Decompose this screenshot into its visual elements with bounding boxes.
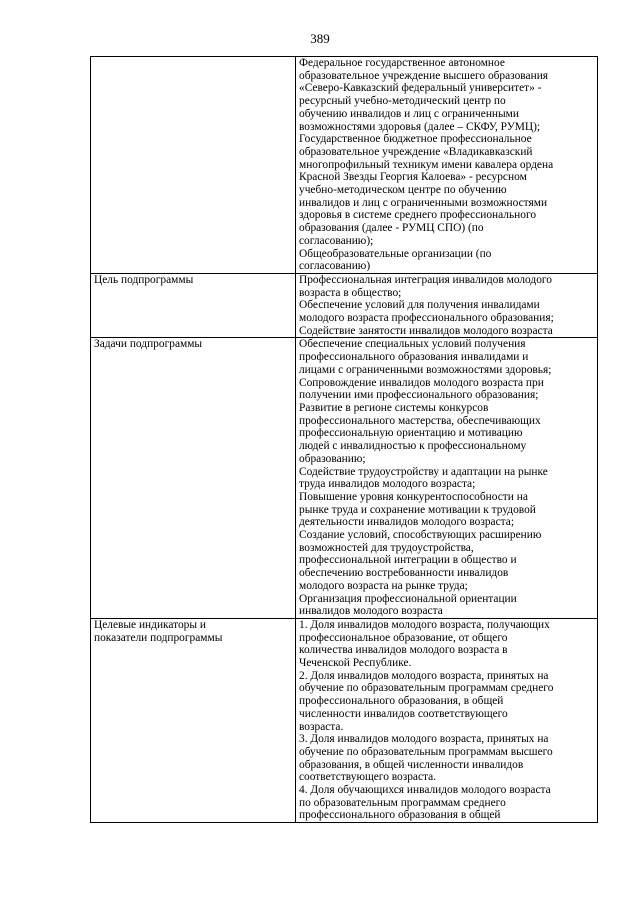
row-value-line: численности инвалидов соответствующего	[299, 707, 508, 720]
row-value-line: возраста.	[299, 720, 344, 733]
row-value	[296, 273, 598, 338]
row-value-line: обучение по образовательным программам среднего	[299, 682, 554, 695]
row-value-line: количества инвалидов молодого возраста в	[299, 644, 508, 657]
row-value	[296, 618, 598, 822]
row-value-line: обучение по образовательным программам высшего	[299, 745, 553, 758]
row-value-line: согласованию);	[299, 234, 374, 247]
row-value	[296, 338, 598, 618]
row-label-line: Задачи подпрограммы	[94, 338, 203, 351]
row-value-line: Государственное бюджетное профессиональное	[299, 133, 532, 146]
row-value-line: Общеобразовательные организации (по	[299, 247, 492, 260]
row-value-line: обучению инвалидов и лиц с ограниченными	[299, 107, 519, 120]
row-value-line: согласованию)	[299, 260, 371, 273]
row-value-line: Обеспечение специальных условий получения	[299, 338, 526, 351]
row-value-line: рынке труда и сохранение мотивации к трудовой	[299, 503, 536, 516]
row-value-line: образования (далее - РУМЦ СПО) (по	[299, 222, 484, 235]
row-label-line: Цель подпрограммы	[94, 273, 194, 286]
row-value	[296, 57, 598, 274]
row-value-line: инвалидов и лиц с ограниченными возможностями	[299, 196, 548, 209]
row-value-line: профессионального образования в общей	[299, 809, 501, 822]
row-value-line: профессиональной интеграции в общество и	[299, 554, 517, 567]
row-value-line: 3. Доля инвалидов молодого возраста, принятых на	[299, 733, 549, 746]
row-value-line: молодого возраста профессионального образования;	[299, 312, 554, 325]
row-value-line: образования, в общей численности инвалидов	[299, 758, 524, 771]
row-value-line: 4. Доля обучающихся инвалидов молодого возраста	[299, 784, 551, 797]
row-value-line: многопрофильный техникум имени кавалера ордена	[299, 158, 554, 171]
row-value-line: по образовательным программам среднего	[299, 796, 506, 809]
row-value-line: Содействие занятости инвалидов молодого возраста	[299, 324, 553, 337]
row-value-line: Профессиональная интеграция инвалидов молодого	[299, 273, 552, 286]
row-value-line: Обеспечение условий для получения инвалидами	[299, 299, 540, 312]
row-value-line: Организация профессиональной ориентации	[299, 592, 517, 605]
table-row	[91, 57, 598, 274]
row-value-line: «Северо-Кавказский федеральный университет» -	[299, 82, 542, 95]
row-value-line: 1. Доля инвалидов молодого возраста, получающих	[299, 618, 550, 631]
subprogram-passport-table	[90, 56, 598, 823]
row-value-line: учебно-методическом центре по обучению	[299, 184, 507, 197]
row-label	[91, 57, 296, 274]
row-value-line: обеспечению востребованности инвалидов	[299, 567, 509, 580]
row-value-line: Федеральное государственное автономное	[299, 57, 505, 69]
row-value-line: инвалидов молодого возраста	[299, 605, 443, 618]
table-row	[91, 618, 598, 822]
row-label-line: Целевые индикаторы и	[94, 618, 206, 631]
row-value-line: Сопровождение инвалидов молодого возраста при	[299, 376, 544, 389]
row-value-line: получении ими профессионального образования;	[299, 389, 539, 402]
row-value-line: деятельности инвалидов молодого возраста;	[299, 516, 514, 529]
row-value-line: профессионального образования инвалидами и	[299, 351, 529, 364]
row-value-line: Повышение уровня конкурентоспособности на	[299, 490, 528, 503]
row-value-line: образовательное учреждение высшего образования	[299, 69, 549, 82]
row-value-line: 2. Доля инвалидов молодого возраста, принятых на	[299, 669, 549, 682]
row-value-line: профессионального образования, в общей	[299, 695, 504, 708]
row-value-line: возможностями здоровья (далее – СКФУ, РУМЦ);	[299, 120, 541, 133]
table-body	[91, 57, 598, 823]
row-value-line: возраста в общество;	[299, 286, 402, 299]
row-label	[91, 338, 296, 618]
row-value-line: Красной Звезды Георгия Калоева» - ресурсном	[299, 171, 527, 184]
row-value-line: профессиональную ориентацию и мотивацию	[299, 427, 523, 440]
row-value-line: профессиональное образование, от общего	[299, 631, 508, 644]
row-value-line: людей с инвалидностью к профессиональному	[299, 440, 527, 453]
row-value-line: образованию;	[299, 452, 366, 465]
row-label	[91, 618, 296, 822]
table-row	[91, 273, 598, 338]
page-number: 389	[310, 31, 330, 46]
row-label	[91, 273, 296, 338]
row-value-line: молодого возраста на рынке труда;	[299, 579, 468, 592]
table-row	[91, 338, 598, 618]
row-value-line: Чеченской Республике.	[299, 657, 412, 670]
row-value-line: соответствующего возраста.	[299, 771, 437, 784]
row-value-line: здоровья в системе среднего профессионального	[299, 209, 537, 222]
row-value-line: Содействие трудоустройству и адаптации на рынке	[299, 465, 548, 478]
row-value-line: профессионального мастерства, обеспечивающих	[299, 414, 541, 427]
row-value-line: Развитие в регионе системы конкурсов	[299, 401, 489, 414]
row-value-line: Создание условий, способствующих расширению	[299, 529, 542, 542]
row-value-line: образовательное учреждение «Владикавказский	[299, 145, 533, 158]
row-value-line: ресурсный учебно-методический центр по	[299, 95, 506, 108]
row-value-line: труда инвалидов молодого возраста;	[299, 478, 476, 491]
row-label-line: показатели подпрограммы	[94, 631, 223, 644]
row-value-line: возможностей для трудоустройства,	[299, 541, 474, 554]
row-value-line: лицами с ограниченными возможностями здоровья;	[299, 363, 552, 376]
